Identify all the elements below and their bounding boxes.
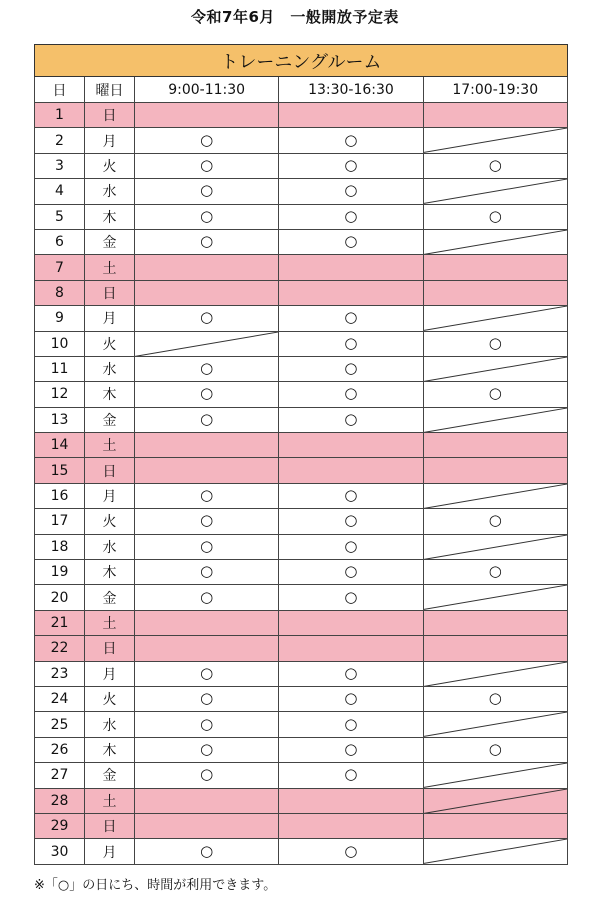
open-mark: ○	[200, 206, 214, 225]
weekday: 土	[85, 788, 135, 813]
slot-evening	[423, 813, 567, 838]
slot-morning	[135, 560, 279, 585]
slot-afternoon	[279, 788, 423, 813]
closed-slash	[424, 484, 567, 508]
slot-evening	[423, 534, 567, 559]
slot-afternoon	[279, 560, 423, 585]
slot-afternoon	[279, 534, 423, 559]
open-mark: ○	[344, 232, 358, 251]
day-number: 22	[35, 636, 85, 661]
slot-morning	[135, 636, 279, 661]
weekday: 木	[85, 560, 135, 585]
closed-slash	[424, 585, 567, 609]
table-row	[35, 382, 568, 407]
day-number: 27	[35, 763, 85, 788]
day-number: 21	[35, 610, 85, 635]
weekday: 火	[85, 686, 135, 711]
day-number: 20	[35, 585, 85, 610]
table-row	[35, 509, 568, 534]
slot-morning	[135, 483, 279, 508]
slot-afternoon	[279, 280, 423, 305]
day-number: 4	[35, 179, 85, 204]
slot-morning	[135, 229, 279, 254]
table-row	[35, 661, 568, 686]
table-row	[35, 179, 568, 204]
slot-morning	[135, 255, 279, 280]
weekday: 木	[85, 204, 135, 229]
table-row	[35, 839, 568, 864]
table-row	[35, 686, 568, 711]
slot-afternoon	[279, 407, 423, 432]
open-mark: ○	[344, 765, 358, 784]
slot-morning	[135, 407, 279, 432]
table-row	[35, 128, 568, 153]
weekday: 金	[85, 585, 135, 610]
weekday: 水	[85, 356, 135, 381]
open-mark: ○	[344, 130, 358, 149]
open-mark: ○	[344, 739, 358, 758]
table-row	[35, 712, 568, 737]
table-row	[35, 229, 568, 254]
open-mark: ○	[200, 130, 214, 149]
slot-morning	[135, 534, 279, 559]
column-header-row	[35, 77, 568, 103]
table-row	[35, 458, 568, 483]
closed-slash	[424, 128, 567, 152]
day-number: 25	[35, 712, 85, 737]
open-mark: ○	[200, 739, 214, 758]
open-mark: ○	[200, 384, 214, 403]
slot-morning	[135, 737, 279, 762]
table-row	[35, 306, 568, 331]
column-header-day: 日	[35, 77, 85, 103]
open-mark: ○	[200, 181, 214, 200]
weekday: 金	[85, 229, 135, 254]
table-row	[35, 788, 568, 813]
slot-morning	[135, 458, 279, 483]
slot-morning	[135, 433, 279, 458]
weekday: 水	[85, 712, 135, 737]
slot-afternoon	[279, 433, 423, 458]
room-name: トレーニングルーム	[35, 45, 568, 77]
slot-morning	[135, 686, 279, 711]
day-number: 15	[35, 458, 85, 483]
table-row	[35, 610, 568, 635]
weekday: 日	[85, 813, 135, 838]
slot-morning	[135, 509, 279, 534]
weekday: 月	[85, 306, 135, 331]
open-mark: ○	[344, 689, 358, 708]
slot-evening	[423, 255, 567, 280]
open-mark: ○	[344, 486, 358, 505]
slot-afternoon	[279, 331, 423, 356]
day-number: 11	[35, 356, 85, 381]
slot-morning	[135, 839, 279, 864]
weekday: 土	[85, 610, 135, 635]
open-mark: ○	[344, 308, 358, 327]
slot-morning	[135, 306, 279, 331]
table-row	[35, 534, 568, 559]
weekday: 水	[85, 179, 135, 204]
slot-evening	[423, 585, 567, 610]
table-row	[35, 204, 568, 229]
open-mark: ○	[488, 689, 502, 708]
slot-morning	[135, 331, 279, 356]
open-mark: ○	[200, 689, 214, 708]
open-mark: ○	[200, 409, 214, 428]
day-number: 18	[35, 534, 85, 559]
table-row	[35, 255, 568, 280]
open-mark: ○	[344, 384, 358, 403]
open-mark: ○	[344, 663, 358, 682]
slot-morning	[135, 610, 279, 635]
slot-morning	[135, 103, 279, 128]
weekday: 金	[85, 407, 135, 432]
weekday: 月	[85, 483, 135, 508]
schedule-table	[34, 44, 568, 865]
day-number: 2	[35, 128, 85, 153]
day-number: 12	[35, 382, 85, 407]
open-mark: ○	[344, 206, 358, 225]
slot-evening	[423, 712, 567, 737]
closed-slash	[424, 179, 567, 203]
table-row	[35, 585, 568, 610]
day-number: 19	[35, 560, 85, 585]
weekday: 木	[85, 737, 135, 762]
open-mark: ○	[200, 536, 214, 555]
slot-evening	[423, 280, 567, 305]
page-title: 令和7年6月 一般開放予定表	[191, 8, 399, 26]
footnote: ※「○」の日にち、時間が利用できます。	[34, 878, 277, 893]
open-mark: ○	[488, 206, 502, 225]
open-mark: ○	[200, 841, 214, 860]
slot-morning	[135, 280, 279, 305]
slot-evening	[423, 737, 567, 762]
slot-afternoon	[279, 636, 423, 661]
open-mark: ○	[200, 359, 214, 378]
day-number: 1	[35, 103, 85, 128]
column-header-slot-afternoon: 13:30-16:30	[279, 77, 423, 103]
slot-evening	[423, 229, 567, 254]
weekday: 日	[85, 458, 135, 483]
slot-morning	[135, 153, 279, 178]
day-number: 13	[35, 407, 85, 432]
closed-slash	[135, 332, 278, 356]
day-number: 9	[35, 306, 85, 331]
open-mark: ○	[344, 714, 358, 733]
open-mark: ○	[344, 359, 358, 378]
open-mark: ○	[200, 511, 214, 530]
slot-evening	[423, 636, 567, 661]
open-mark: ○	[488, 562, 502, 581]
slot-morning	[135, 204, 279, 229]
table-row	[35, 331, 568, 356]
open-mark: ○	[344, 181, 358, 200]
slot-evening	[423, 788, 567, 813]
closed-slash	[424, 763, 567, 787]
slot-evening	[423, 839, 567, 864]
slot-afternoon	[279, 128, 423, 153]
day-number: 23	[35, 661, 85, 686]
slot-morning	[135, 712, 279, 737]
slot-afternoon	[279, 255, 423, 280]
table-row	[35, 636, 568, 661]
weekday: 土	[85, 433, 135, 458]
slot-afternoon	[279, 712, 423, 737]
slot-evening	[423, 306, 567, 331]
table-row	[35, 103, 568, 128]
day-number: 7	[35, 255, 85, 280]
open-mark: ○	[200, 155, 214, 174]
day-number: 14	[35, 433, 85, 458]
slot-evening	[423, 204, 567, 229]
slot-evening	[423, 763, 567, 788]
day-number: 6	[35, 229, 85, 254]
slot-afternoon	[279, 179, 423, 204]
slot-afternoon	[279, 763, 423, 788]
slot-evening	[423, 560, 567, 585]
slot-evening	[423, 128, 567, 153]
closed-slash	[424, 662, 567, 686]
open-mark: ○	[344, 562, 358, 581]
day-number: 26	[35, 737, 85, 762]
slot-afternoon	[279, 585, 423, 610]
table-row	[35, 560, 568, 585]
day-number: 28	[35, 788, 85, 813]
day-number: 29	[35, 813, 85, 838]
table-row	[35, 483, 568, 508]
open-mark: ○	[344, 155, 358, 174]
open-mark: ○	[200, 562, 214, 581]
slot-evening	[423, 483, 567, 508]
closed-slash	[424, 712, 567, 736]
closed-slash	[424, 230, 567, 254]
open-mark: ○	[344, 536, 358, 555]
open-mark: ○	[488, 333, 502, 352]
weekday: 月	[85, 661, 135, 686]
table-row	[35, 153, 568, 178]
open-mark: ○	[344, 587, 358, 606]
slot-evening	[423, 610, 567, 635]
weekday: 月	[85, 839, 135, 864]
open-mark: ○	[200, 308, 214, 327]
closed-slash	[424, 357, 567, 381]
table-row	[35, 813, 568, 838]
slot-morning	[135, 356, 279, 381]
table-row	[35, 280, 568, 305]
slot-evening	[423, 153, 567, 178]
open-mark: ○	[344, 841, 358, 860]
open-mark: ○	[488, 739, 502, 758]
table-row	[35, 763, 568, 788]
weekday: 日	[85, 280, 135, 305]
open-mark: ○	[488, 384, 502, 403]
slot-afternoon	[279, 610, 423, 635]
open-mark: ○	[488, 155, 502, 174]
slot-evening	[423, 661, 567, 686]
open-mark: ○	[200, 587, 214, 606]
slot-evening	[423, 407, 567, 432]
slot-afternoon	[279, 686, 423, 711]
slot-evening	[423, 356, 567, 381]
closed-slash	[424, 535, 567, 559]
closed-slash	[424, 789, 567, 813]
open-mark: ○	[344, 333, 358, 352]
weekday: 火	[85, 153, 135, 178]
slot-afternoon	[279, 229, 423, 254]
weekday: 金	[85, 763, 135, 788]
weekday: 火	[85, 509, 135, 534]
slot-evening	[423, 509, 567, 534]
slot-evening	[423, 331, 567, 356]
slot-morning	[135, 788, 279, 813]
column-header-weekday: 曜日	[85, 77, 135, 103]
slot-afternoon	[279, 737, 423, 762]
slot-evening	[423, 382, 567, 407]
open-mark: ○	[200, 765, 214, 784]
slot-afternoon	[279, 382, 423, 407]
slot-afternoon	[279, 813, 423, 838]
open-mark: ○	[200, 663, 214, 682]
table-row	[35, 407, 568, 432]
day-number: 5	[35, 204, 85, 229]
open-mark: ○	[488, 511, 502, 530]
slot-evening	[423, 458, 567, 483]
slot-afternoon	[279, 839, 423, 864]
column-header-slot-evening: 17:00-19:30	[423, 77, 567, 103]
weekday: 日	[85, 636, 135, 661]
day-number: 24	[35, 686, 85, 711]
slot-afternoon	[279, 103, 423, 128]
weekday: 木	[85, 382, 135, 407]
open-mark: ○	[344, 409, 358, 428]
slot-morning	[135, 179, 279, 204]
closed-slash	[424, 408, 567, 432]
day-number: 30	[35, 839, 85, 864]
table-row	[35, 356, 568, 381]
column-header-slot-morning: 9:00-11:30	[135, 77, 279, 103]
day-number: 10	[35, 331, 85, 356]
slot-afternoon	[279, 509, 423, 534]
slot-afternoon	[279, 356, 423, 381]
weekday: 月	[85, 128, 135, 153]
slot-evening	[423, 179, 567, 204]
slot-evening	[423, 686, 567, 711]
slot-afternoon	[279, 306, 423, 331]
day-number: 17	[35, 509, 85, 534]
day-number: 8	[35, 280, 85, 305]
day-number: 16	[35, 483, 85, 508]
open-mark: ○	[200, 486, 214, 505]
slot-evening	[423, 433, 567, 458]
slot-morning	[135, 128, 279, 153]
slot-afternoon	[279, 483, 423, 508]
table-row	[35, 737, 568, 762]
weekday: 火	[85, 331, 135, 356]
day-number: 3	[35, 153, 85, 178]
weekday: 日	[85, 103, 135, 128]
slot-afternoon	[279, 661, 423, 686]
slot-afternoon	[279, 153, 423, 178]
open-mark: ○	[200, 232, 214, 251]
slot-evening	[423, 103, 567, 128]
slot-afternoon	[279, 204, 423, 229]
slot-morning	[135, 585, 279, 610]
closed-slash	[424, 306, 567, 330]
room-header-row	[35, 45, 568, 77]
slot-morning	[135, 382, 279, 407]
slot-morning	[135, 763, 279, 788]
slot-afternoon	[279, 458, 423, 483]
weekday: 水	[85, 534, 135, 559]
weekday: 土	[85, 255, 135, 280]
open-mark: ○	[344, 511, 358, 530]
table-row	[35, 433, 568, 458]
closed-slash	[424, 839, 567, 863]
slot-morning	[135, 813, 279, 838]
slot-morning	[135, 661, 279, 686]
open-mark: ○	[200, 714, 214, 733]
